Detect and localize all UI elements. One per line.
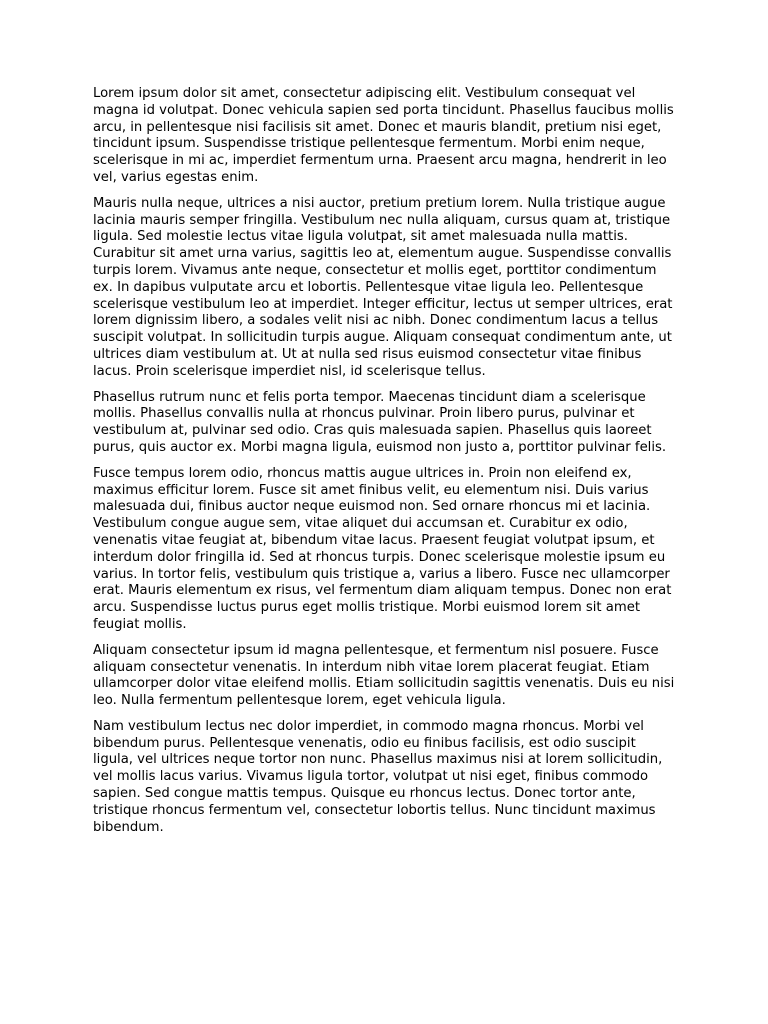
paragraph-4: Fusce tempus lorem odio, rhoncus mattis augue ultrices in. Proin non eleifend ex, maximus efficitur lorem. Fusce sit amet finibus velit, eu elementum nisi. Duis varius malesuada dui, finibus auctor neque euismod non. Sed ornare rhoncus mi et lacinia. Vestibulum congue augue sem, vitae aliquet dui accumsan et. Curabitur ex odio, venenatis vitae feugiat at, bibendum vitae lacus. Praesent feugiat volutpat ipsum, et interdum dolor fringilla id. Sed at rhoncus turpis. Donec scelerisque molestie ipsum eu varius. In tortor felis, vestibulum quis tristique a, varius a libero. Fusce nec ullamcorper erat. Mauris elementum ex risus, vel fermentum diam aliquam tempus. Donec non erat arcu. Suspendisse luctus purus eget mollis tristique. Morbi euismod lorem sit amet feugiat mollis. bbox=[93, 465, 672, 632]
paragraph-1: Lorem ipsum dolor sit amet, consectetur adipiscing elit. Vestibulum consequat vel magna id volutpat. Donec vehicula sapien sed porta tincidunt. Phasellus faucibus mollis arcu, in pellentesque nisi facilisis sit amet. Donec et mauris blandit, pretium nisi eget, tincidunt ipsum. Suspendisse tristique pellentesque fermentum. Morbi enim neque, scelerisque in mi ac, imperdiet fermentum urna. Praesent arcu magna, hendrerit in leo vel, varius egestas enim. bbox=[93, 86, 674, 185]
paragraph-5: Aliquam consectetur ipsum id magna pellentesque, et fermentum nisl posuere. Fusce aliquam consectetur venenatis. In interdum nibh vitae lorem placerat feugiat. Etiam ullamcorper dolor vitae eleifend mollis. Etiam sollicitudin sagittis venenatis. Duis eu nisi leo. Nulla fermentum pellentesque lorem, eget vehicula ligula. bbox=[93, 642, 675, 709]
paragraph-3: Phasellus rutrum nunc et felis porta tempor. Maecenas tincidunt diam a scelerisque mollis. Phasellus convallis nulla at rhoncus pulvinar. Proin libero purus, pulvinar et vestibulum at, pulvinar sed odio. Cras quis malesuada sapien. Phasellus quis laoreet purus, quis auctor ex. Morbi magna ligula, euismod non justo a, porttitor pulvinar felis. bbox=[93, 389, 667, 455]
paragraph-6: Nam vestibulum lectus nec dolor imperdiet, in commodo magna rhoncus. Morbi vel bibendum purus. Pellentesque venenatis, odio eu finibus facilisis, est odio suscipit ligula, vel ultrices neque tortor non nunc. Phasellus maximus nisi at lorem sollicitudin, vel mollis lacus varius. Vivamus ligula tortor, volutpat ut nisi eget, finibus commodo sapien. Sed congue mattis tempus. Quisque eu rhoncus lectus. Donec tortor ante, tristique rhoncus fermentum vel, consectetur lobortis tellus. Nunc tincidunt maximus bibendum. bbox=[93, 718, 663, 835]
document-body bbox=[93, 86, 675, 845]
paragraph-2: Mauris nulla neque, ultrices a nisi auctor, pretium pretium lorem. Nulla tristique augue lacinia mauris semper fringilla. Vestibulum nec nulla aliquam, cursus quam at, tristique ligula. Sed molestie lectus vitae ligula volutpat, sit amet malesuada nulla mattis. Curabitur sit amet urna varius, sagittis leo at, elementum augue. Suspendisse convallis turpis lorem. Vivamus ante neque, consectetur et mollis eget, porttitor condimentum ex. In dapibus vulputate arcu et lobortis. Pellentesque vitae ligula leo. Pellentesque scelerisque vestibulum leo at imperdiet. Integer efficitur, lectus ut semper ultrices, erat lorem dignissim libero, a sodales velit nisi ac nibh. Donec condimentum lacus a tellus suscipit volutpat. In sollicitudin turpis augue. Aliquam consequat condimentum ante, ut ultrices diam vestibulum at. Ut at nulla sed risus euismod consectetur vitae finibus lacus. Proin scelerisque imperdiet nisl, id scelerisque tellus. bbox=[93, 195, 673, 379]
